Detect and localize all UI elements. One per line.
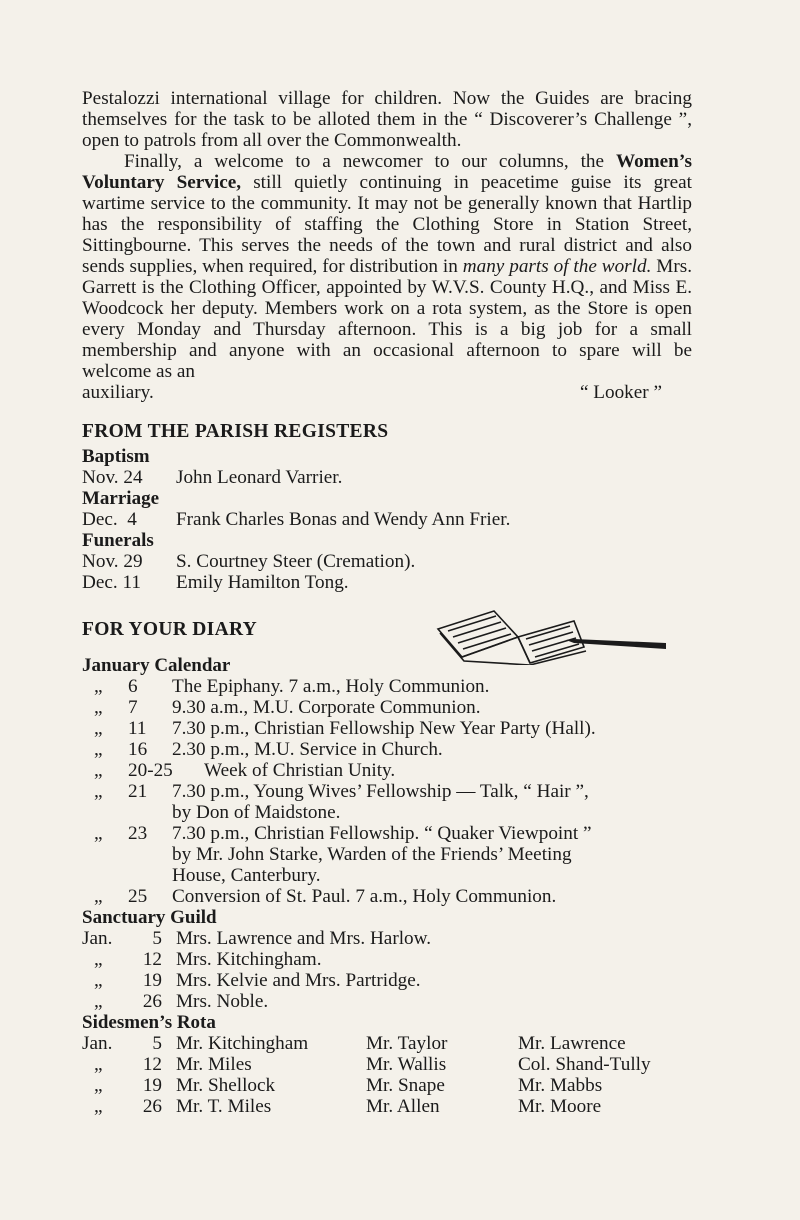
sanctuary-entry: „ 26 Mrs. Noble. xyxy=(94,991,269,1012)
diary-header xyxy=(82,611,692,655)
registers-heading: FROM THE PARISH REGISTERS xyxy=(82,421,389,442)
january-calendar-label: January Calendar xyxy=(82,655,231,676)
funerals-label: Funerals xyxy=(82,530,154,551)
para2-text-a: Finally, a welcome to a newcomer to our columns, the xyxy=(124,151,616,172)
sanctuary-entry: Jan. 5 Mrs. Lawrence and Mrs. Harlow. xyxy=(82,928,432,949)
intro-paragraph-1: Pestalozzi international village for children. Now the Guides are bracing themselves for the task to be alloted them in the “ Discoverer’s Challenge ”, open to patrols from all over the Commonwealth. xyxy=(82,88,692,151)
calendar-item: „ 20-25 Week of Christian Unity. xyxy=(94,760,396,781)
signature-line xyxy=(82,382,692,403)
rota-row: „ 12 Mr. Miles Mr. Wallis Col. Shand-Tully xyxy=(94,1054,651,1075)
calendar-item: „ 6 The Epiphany. 7 a.m., Holy Communion. xyxy=(94,676,490,697)
newsletter-page xyxy=(82,88,692,1117)
calendar-item: „ 16 2.30 p.m., M.U. Service in Church. xyxy=(94,739,443,760)
calendar-list xyxy=(82,676,692,907)
calendar-item: „ 25 Conversion of St. Paul. 7 a.m., Holy Communion. xyxy=(94,886,557,907)
baptism-entry: Nov. 24 John Leonard Varrier. xyxy=(82,467,343,488)
marriage-label: Marriage xyxy=(82,488,160,509)
intro-paragraph-2 xyxy=(82,151,692,382)
calendar-item: „ 11 7.30 p.m., Christian Fellowship New Year Party (Hall). xyxy=(94,718,596,739)
para2-italic: many parts of the world. xyxy=(462,256,652,277)
para2-last-word: auxiliary. xyxy=(82,382,154,403)
sanctuary-guild-label: Sanctuary Guild xyxy=(82,907,217,928)
sanctuary-entry: „ 12 Mrs. Kitchingham. xyxy=(94,949,322,970)
calendar-item-continuation: House, Canterbury. xyxy=(172,865,321,886)
calendar-item: „ 7 9.30 a.m., M.U. Corporate Communion. xyxy=(94,697,481,718)
rota-row: „ 26 Mr. T. Miles Mr. Allen Mr. Moore xyxy=(94,1096,602,1117)
rota-row: „ 19 Mr. Shellock Mr. Snape Mr. Mabbs xyxy=(94,1075,603,1096)
diary-heading: FOR YOUR DIARY xyxy=(82,619,258,640)
rota-row: Jan. 5 Mr. Kitchingham Mr. Taylor Mr. Lawrence xyxy=(82,1033,626,1054)
calendar-item-continuation: by Don of Maidstone. xyxy=(172,802,341,823)
wvs-name: Women’s Voluntary Service, xyxy=(82,151,692,193)
baptism-label: Baptism xyxy=(82,446,150,467)
sidesmen-rota-label: Sidesmen’s Rota xyxy=(82,1012,216,1033)
open-diary-pen-icon xyxy=(434,607,670,665)
funeral-entry: Dec. 11 Emily Hamilton Tong. xyxy=(82,572,349,593)
sanctuary-entry: „ 19 Mrs. Kelvie and Mrs. Partridge. xyxy=(94,970,421,991)
sidesmen-rota-table xyxy=(82,1033,692,1117)
para2-text-b: still quietly continuing in peacetime guise its great wartime service to the community. It may not be generally known that Hartlip has the responsibility of staffing the Clothing Store in Station Street, Sittingbourne. This serves the needs of the town and rural district and also sends supplies, when required, for distribution in xyxy=(82,172,692,277)
para2-text-c: Mrs. Garrett is the Clothing Officer, appointed by W.V.S. County H.Q., and Miss E. Woodcock her deputy. Members work on a rota system, as the Store is open every Monday and Thursday afternoon. This is a big job for a small membership and anyone with an occasional afternoon to spare will be welcome as an xyxy=(82,256,692,382)
calendar-item: „ 23 7.30 p.m., Christian Fellowship. “ Quaker Viewpoint ” xyxy=(94,823,592,844)
signature: “ Looker ” xyxy=(579,382,662,403)
funeral-entry: Nov. 29 S. Courtney Steer (Cremation). xyxy=(82,551,416,572)
calendar-item-continuation: by Mr. John Starke, Warden of the Friends’ Meeting xyxy=(172,844,572,865)
marriage-entry: Dec. 4 Frank Charles Bonas and Wendy Ann Frier. xyxy=(82,509,511,530)
calendar-item: „ 21 7.30 p.m., Young Wives’ Fellowship — Talk, “ Hair ”, xyxy=(94,781,589,802)
